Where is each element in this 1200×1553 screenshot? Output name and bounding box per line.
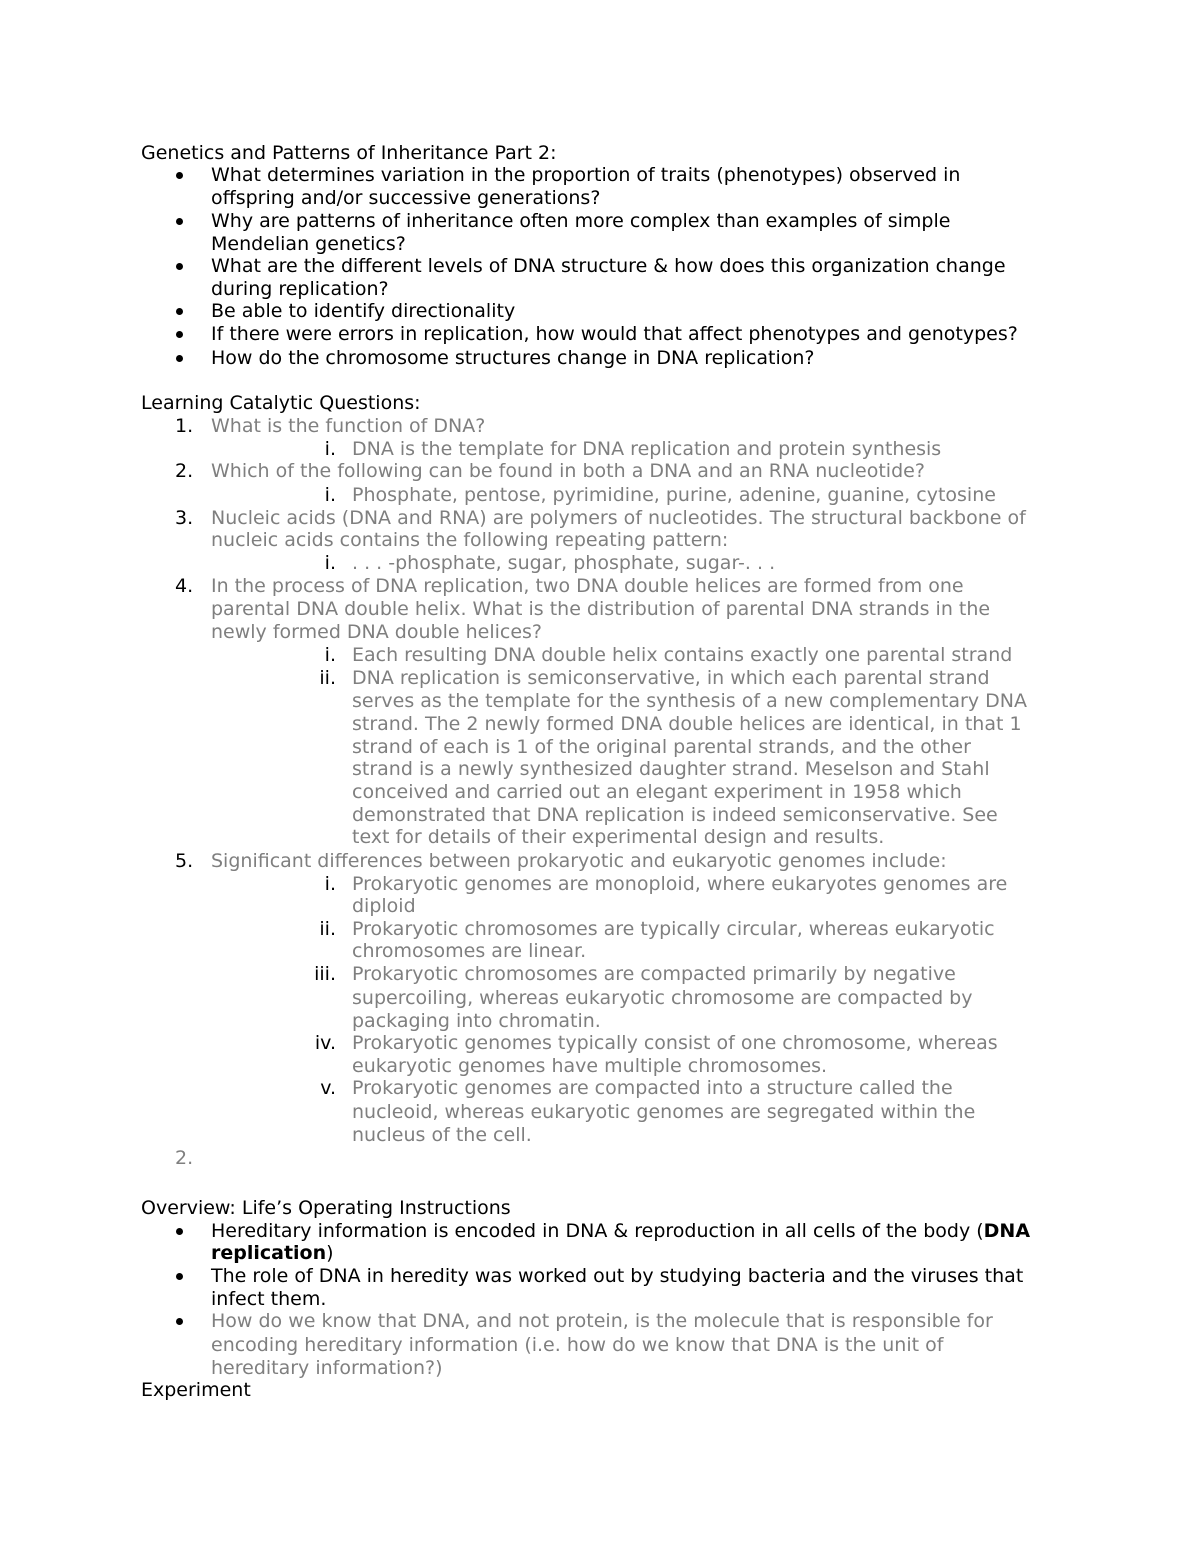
list-item-text: infect them. xyxy=(211,1288,327,1310)
answer-text: serves as the template for the synthesis of a new complementary DNA xyxy=(352,690,1027,712)
section-heading: Learning Catalytic Questions: xyxy=(141,392,421,414)
bold-text: replication xyxy=(211,1242,327,1264)
answer-text: text for details of their experimental design and results. xyxy=(352,826,885,848)
question-number: 5. xyxy=(175,850,194,872)
list-item-text: What determines variation in the proportion of traits (phenotypes) observed in xyxy=(211,164,961,186)
list-item-text: hereditary information?) xyxy=(211,1357,443,1379)
answer-text: nucleoid, whereas eukaryotic genomes are segregated within the xyxy=(352,1101,976,1123)
answer-text: nucleus of the cell. xyxy=(352,1124,532,1146)
answer-text: . . . -phosphate, sugar, phosphate, sugar-. . . xyxy=(352,552,776,574)
answer-marker: i. xyxy=(324,873,336,895)
bullet-icon xyxy=(176,263,183,270)
list-item-text: What are the different levels of DNA structure & how does this organization change xyxy=(211,255,1006,277)
question-text: nucleic acids contains the following repeating pattern: xyxy=(211,529,729,551)
list-item-text: Why are patterns of inheritance often more complex than examples of simple xyxy=(211,210,951,232)
bullet-icon xyxy=(176,331,183,338)
answer-marker: ii. xyxy=(319,667,336,689)
answer-text: Each resulting DNA double helix contains exactly one parental strand xyxy=(352,644,1013,666)
bullet-icon xyxy=(176,218,183,225)
answer-marker: i. xyxy=(324,644,336,666)
answer-text: Phosphate, pentose, pyrimidine, purine, adenine, guanine, cytosine xyxy=(352,484,996,506)
paragraph-text: Experiment xyxy=(141,1379,251,1401)
list-item-text: Mendelian genetics? xyxy=(211,233,406,255)
question-text: Nucleic acids (DNA and RNA) are polymers of nucleotides. The structural backbone of xyxy=(211,507,1026,529)
answer-text: diploid xyxy=(352,895,416,917)
question-text: What is the function of DNA? xyxy=(211,415,486,437)
bullet-icon xyxy=(176,355,183,362)
question-number: 2. xyxy=(175,1147,194,1169)
section-heading: Genetics and Patterns of Inheritance Part 2: xyxy=(141,142,557,164)
answer-marker: i. xyxy=(324,438,336,460)
list-item-text: encoding hereditary information (i.e. how do we know that DNA is the unit of xyxy=(211,1334,944,1356)
list-item-text xyxy=(211,1242,334,1265)
section-heading: Overview: Life’s Operating Instructions xyxy=(141,1197,511,1219)
answer-marker: iv. xyxy=(314,1032,336,1054)
answer-text: Prokaryotic genomes typically consist of one chromosome, whereas xyxy=(352,1032,998,1054)
answer-text: DNA replication is semiconservative, in which each parental strand xyxy=(352,667,990,689)
bullet-icon xyxy=(176,1273,183,1280)
list-item-text: Be able to identify directionality xyxy=(211,300,516,322)
bullet-icon xyxy=(176,1318,183,1325)
answer-marker: i. xyxy=(324,552,336,574)
answer-text: demonstrated that DNA replication is indeed semiconservative. See xyxy=(352,804,998,826)
answer-text: Prokaryotic genomes are monoploid, where eukaryotes genomes are xyxy=(352,873,1008,895)
question-text: newly formed DNA double helices? xyxy=(211,621,543,643)
answer-marker: i. xyxy=(324,484,336,506)
answer-marker: ii. xyxy=(319,918,336,940)
answer-text: packaging into chromatin. xyxy=(352,1010,601,1032)
answer-marker: iii. xyxy=(314,963,336,985)
question-text: In the process of DNA replication, two DNA double helices are formed from one xyxy=(211,575,964,597)
question-number: 3. xyxy=(175,507,194,529)
question-text: Which of the following can be found in both a DNA and an RNA nucleotide? xyxy=(211,460,925,482)
list-item-text-segment: Hereditary information is encoded in DNA & reproduction in all cells of the body ( xyxy=(211,1220,984,1242)
list-item-text: offspring and/or successive generations? xyxy=(211,187,601,209)
answer-text: chromosomes are linear. xyxy=(352,940,587,962)
bullet-icon xyxy=(176,172,183,179)
bold-text: DNA xyxy=(983,1220,1031,1242)
list-item-text-segment: ) xyxy=(326,1242,334,1264)
answer-text: strand of each is 1 of the original parental strands, and the other xyxy=(352,736,971,758)
answer-text: supercoiling, whereas eukaryotic chromosome are compacted by xyxy=(352,987,973,1009)
question-number: 2. xyxy=(175,460,194,482)
list-item-text: How do the chromosome structures change in DNA replication? xyxy=(211,347,815,369)
answer-text: conceived and carried out an elegant experiment in 1958 which xyxy=(352,781,962,803)
list-item-text xyxy=(211,1220,1030,1243)
answer-text: Prokaryotic genomes are compacted into a structure called the xyxy=(352,1077,953,1099)
answer-text: DNA is the template for DNA replication and protein synthesis xyxy=(352,438,942,460)
answer-text: strand is a newly synthesized daughter strand. Meselson and Stahl xyxy=(352,758,990,780)
answer-text: strand. The 2 newly formed DNA double helices are identical, in that 1 xyxy=(352,713,1022,735)
bullet-icon xyxy=(176,1228,183,1235)
question-number: 4. xyxy=(175,575,194,597)
answer-text: Prokaryotic chromosomes are compacted primarily by negative xyxy=(352,963,956,985)
list-item-text: If there were errors in replication, how would that affect phenotypes and genotypes? xyxy=(211,323,1018,345)
answer-text: Prokaryotic chromosomes are typically circular, whereas eukaryotic xyxy=(352,918,995,940)
answer-marker: v. xyxy=(320,1077,336,1099)
list-item-text: The role of DNA in heredity was worked out by studying bacteria and the viruses that xyxy=(211,1265,1024,1287)
list-item-text: during replication? xyxy=(211,278,389,300)
list-item-text: How do we know that DNA, and not protein, is the molecule that is responsible for xyxy=(211,1310,993,1332)
question-text: parental DNA double helix. What is the distribution of parental DNA strands in the xyxy=(211,598,991,620)
answer-text: eukaryotic genomes have multiple chromosomes. xyxy=(352,1055,828,1077)
question-number: 1. xyxy=(175,415,194,437)
question-text: Significant differences between prokaryotic and eukaryotic genomes include: xyxy=(211,850,947,872)
bullet-icon xyxy=(176,308,183,315)
